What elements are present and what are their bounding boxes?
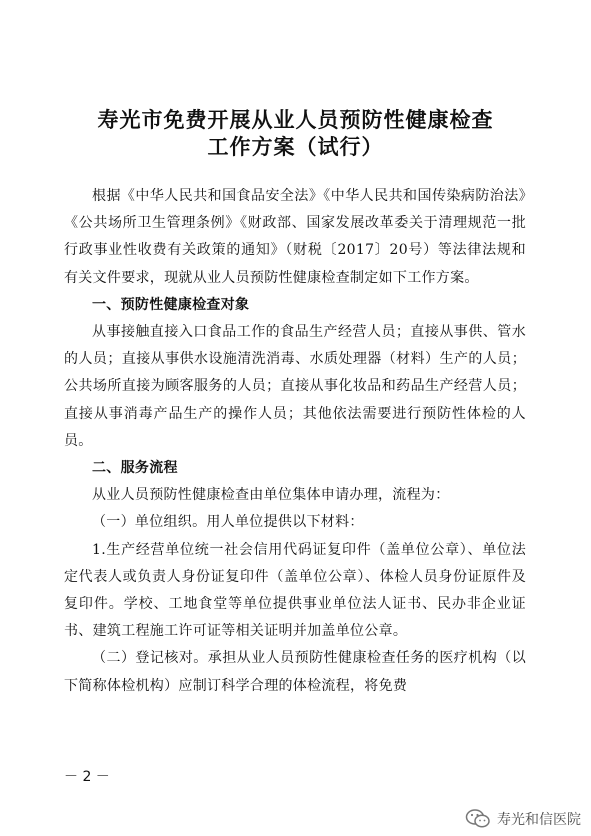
wechat-watermark xyxy=(465,808,581,830)
section-heading-1: 一、预防性健康检查对象 xyxy=(92,296,250,313)
document-title-line2: 工作方案（试行） xyxy=(207,134,384,159)
wechat-icon xyxy=(465,808,491,830)
page-number: － 2 － xyxy=(64,769,110,785)
section-1-paragraph: 从事接触直接入口食品工作的食品生产经营人员；直接从事供、管水的人员；直接从事供水设施清洗消毒、水质处理器（材料）生产的人员；公共场所直接为顾客服务的人员；直接从事化妆品和药品生产经营人员；直接从事消毒产品生产的操作人员；其他依法需要进行预防性体检的人员。 xyxy=(64,324,526,449)
document-body xyxy=(64,183,526,700)
subsection-1-item-1: 1.生产经营单位统一社会信用代码证复印件（盖单位公章）、单位法定代表人或负责人身份证复印件（盖单位公章）、体检人员身份证原件及复印件。学校、工地食堂等单位提供事业单位法人证书、民办非企业证书、建筑工程施工许可证等相关证明并加盖单位公章。 xyxy=(64,541,526,640)
intro-paragraph: 根据《中华人民共和国食品安全法》《中华人民共和国传染病防治法》《公共场所卫生管理条例》《财政部、国家发展改革委关于清理规范一批行政事业性收费有关政策的通知》（财税〔2017〕20号）等法律法规和有关文件要求，现就从业人员预防性健康检查制定如下工作方案。 xyxy=(64,188,526,286)
section-heading-2: 二、服务流程 xyxy=(92,460,178,477)
subsection-2-paragraph: （二）登记核对。承担从业人员预防性健康检查任务的医疗机构（以下简称体检机构）应制订科学合理的体检流程，将免费 xyxy=(64,650,526,694)
section-2-paragraph: 从业人员预防性健康检查由单位集体申请办理，流程为： xyxy=(92,487,450,504)
watermark-text: 寿光和信医院 xyxy=(497,812,581,828)
subsection-1-heading: （一）单位组织。用人单位提供以下材料： xyxy=(92,514,364,531)
document-title-line1: 寿光市免费开展从业人员预防性健康检查 xyxy=(97,107,494,132)
